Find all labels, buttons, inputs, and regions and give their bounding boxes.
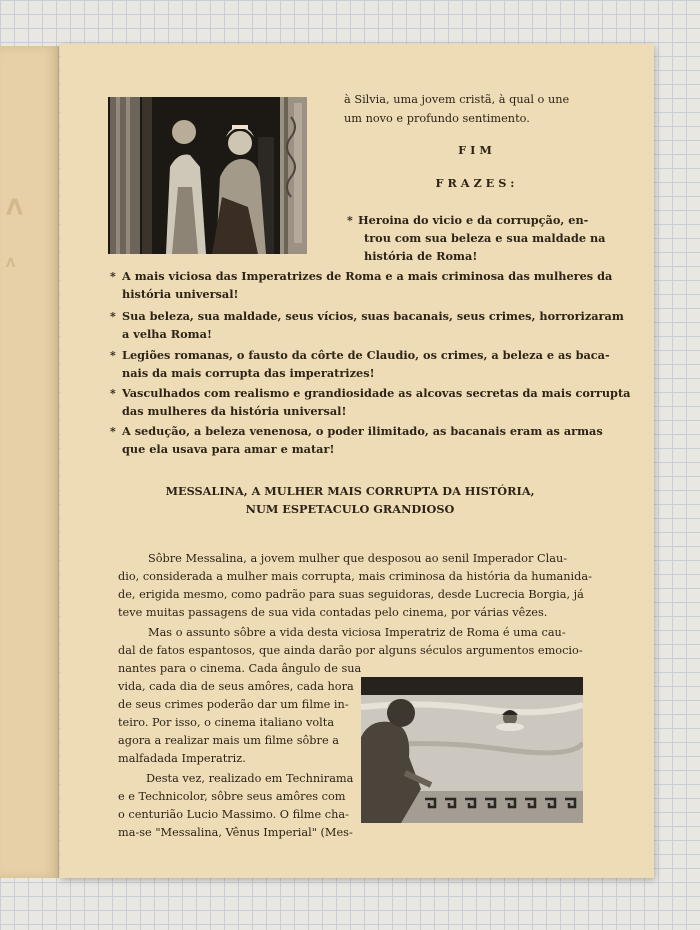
- phrase-line: A mais viciosa das Imperatrizes de Roma e a mais criminosa das mulheres da: [122, 269, 613, 283]
- intro-line: à Silvia, uma jovem cristã, à qual o une: [344, 93, 570, 106]
- phrase-line: trou com sua beleza e sua maldade na: [364, 231, 606, 245]
- body-line: dal de fatos espantosos, que ainda darão por alguns séculos argumentos emocio-: [118, 644, 583, 657]
- phrase-line: a velha Roma!: [122, 327, 212, 341]
- section-title-line: NUM ESPETACULO GRANDIOSO: [245, 502, 455, 516]
- body-line: malfadada Imperatriz.: [118, 752, 246, 765]
- phrase-line: Sua beleza, sua maldade, seus vícios, suas bacanais, seus crimes, horrorizaram: [122, 309, 624, 323]
- bullet-asterisk: *: [110, 270, 116, 283]
- phrase-line: A sedução, a beleza venenosa, o poder ilimitado, as bacanais eram as armas: [122, 424, 603, 438]
- frazes-heading: F R A Z E S :: [435, 176, 515, 190]
- faded-letter-mark: Ʌ: [6, 256, 16, 270]
- phrase-line: que ela usava para amar e matar!: [122, 442, 335, 456]
- adjacent-page-edge: [0, 46, 59, 878]
- bullet-asterisk: *: [347, 214, 353, 227]
- body-line: agora a realizar mais um filme sôbre a: [118, 734, 339, 747]
- phrase-line: Legiões romanas, o fausto da côrte de Claudio, os crimes, a beleza e as baca-: [122, 348, 610, 362]
- bullet-asterisk: *: [110, 310, 116, 323]
- phrase-line: Vasculhados com realismo e grandiosidade as alcovas secretas da mais corrupta: [122, 386, 631, 400]
- bullet-asterisk: *: [110, 349, 116, 362]
- bullet-asterisk: *: [110, 387, 116, 400]
- section-title-line: MESSALINA, A MULHER MAIS CORRUPTA DA HISTÓRIA,: [165, 484, 535, 498]
- body-line: teiro. Por isso, o cinema italiano volta: [118, 716, 335, 729]
- film-still-pool-photo: [361, 677, 583, 823]
- phrase-line: história universal!: [122, 287, 239, 301]
- body-line: ma-se "Messalina, Vênus Imperial" (Mes-: [118, 826, 353, 839]
- body-line: dio, considerada a mulher mais corrupta, mais criminosa da história da humanida-: [118, 570, 592, 583]
- phrase-line: nais da mais corrupta das imperatrizes!: [122, 366, 375, 380]
- body-line: o centurião Lucio Massimo. O filme cha-: [118, 808, 349, 821]
- faded-letter-mark: Λ: [6, 196, 24, 221]
- body-line: de seus crimes poderão dar um filme in-: [118, 698, 349, 711]
- document-page: [60, 44, 654, 878]
- film-still-couple-photo: [108, 97, 307, 254]
- body-line: Mas o assunto sôbre a vida desta viciosa Imperatriz de Roma é uma cau-: [148, 626, 566, 639]
- phrase-line: história de Roma!: [364, 249, 478, 263]
- body-line: e e Technicolor, sôbre seus amôres com: [118, 790, 346, 803]
- phrase-line: das mulheres da história universal!: [122, 404, 347, 418]
- body-line: nantes para o cinema. Cada ângulo de sua: [118, 662, 362, 675]
- body-line: Sôbre Messalina, a jovem mulher que desposou ao senil Imperador Clau-: [148, 552, 568, 565]
- body-line: vida, cada dia de seus amôres, cada hora: [118, 680, 354, 693]
- fim-label: F I M: [458, 143, 492, 157]
- intro-line: um novo e profundo sentimento.: [344, 112, 530, 125]
- bullet-asterisk: *: [110, 425, 116, 438]
- phrase-line: Heroina do vicio e da corrupção, en-: [358, 213, 589, 227]
- body-line: de, erigida mesmo, como padrão para suas seguidoras, desde Lucrecia Borgia, já: [118, 588, 584, 601]
- body-line: Desta vez, realizado em Technirama: [146, 772, 354, 785]
- body-line: teve muitas passagens de sua vida contadas pelo cinema, por várias vêzes.: [118, 606, 548, 619]
